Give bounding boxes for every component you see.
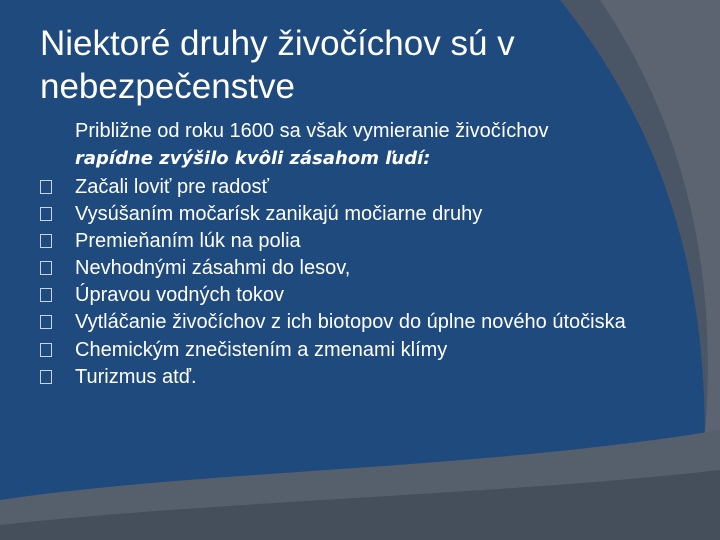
square-bullet-icon xyxy=(40,370,52,384)
bullet-text: Premieňaním lúk na polia xyxy=(75,230,301,252)
bullet-item xyxy=(40,282,680,309)
bullet-text: Turizmus atď. xyxy=(75,366,197,388)
square-bullet-icon xyxy=(40,180,52,194)
square-bullet-icon xyxy=(40,234,52,248)
square-bullet-icon xyxy=(40,207,52,221)
bullet-text: Chemickým znečistením a zmenami klímy xyxy=(75,339,448,361)
intro-line-1: Približne od roku 1600 sa však vymieranie živočíchov xyxy=(75,120,549,142)
bullet-item xyxy=(40,201,680,228)
bullet-text: Vysúšaním močarísk zanikajú močiarne druhy xyxy=(75,203,483,225)
square-bullet-icon xyxy=(40,261,52,275)
bullet-item xyxy=(40,311,680,333)
bullet-item xyxy=(40,255,680,282)
bullet-text: Úpravou vodných tokov xyxy=(75,284,285,306)
square-bullet-icon xyxy=(40,343,52,357)
bullet-text: Nevhodnými zásahmi do lesov, xyxy=(75,257,351,279)
square-bullet-icon xyxy=(40,288,52,302)
square-bullet-icon xyxy=(40,315,52,329)
bullet-item xyxy=(40,228,680,255)
slide-title: Niektoré druhy živočíchov sú v nebezpečenstve xyxy=(40,24,515,106)
intro-line-2: rapídne zvýšilo kvôli zásahom ľudí: xyxy=(75,148,431,169)
bullet-item xyxy=(40,337,680,364)
bullet-item xyxy=(40,174,680,201)
bullet-text: Vytláčanie živočíchov z ich biotopov do úplne nového útočiska xyxy=(75,311,626,333)
bullet-text: Začali loviť pre radosť xyxy=(75,176,269,198)
bullet-item xyxy=(40,364,680,391)
bullet-list xyxy=(40,174,680,391)
intro-text xyxy=(75,118,685,172)
